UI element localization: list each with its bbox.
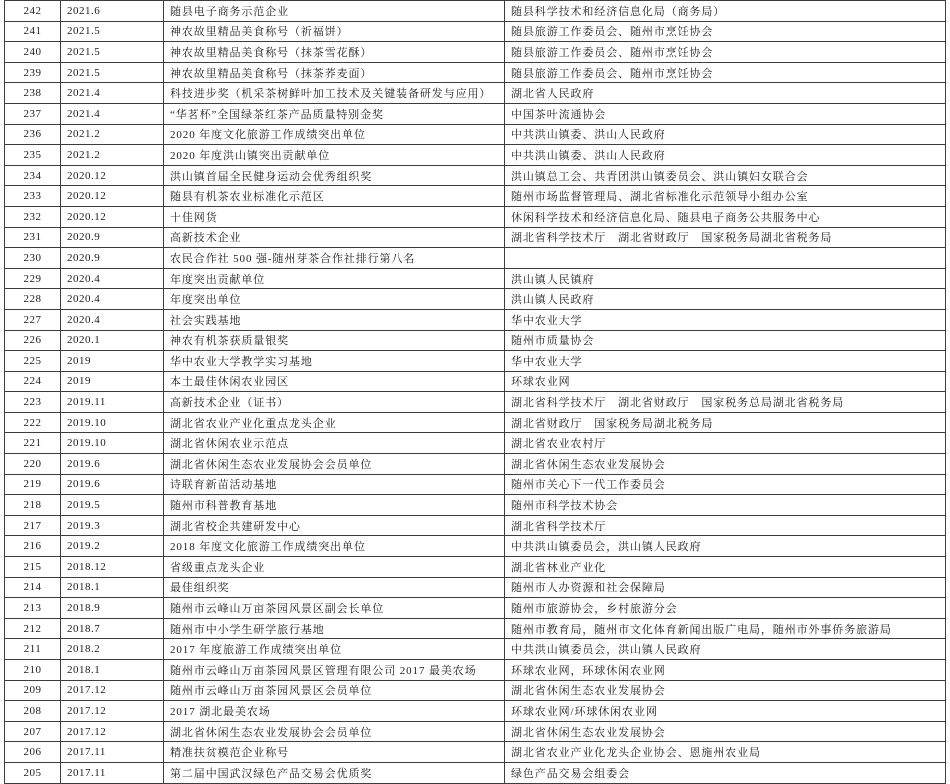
table-row (5, 639, 946, 660)
row-number-cell: 219 (5, 474, 61, 495)
date-cell: 2020.9 (61, 227, 164, 248)
row-number-cell: 217 (5, 515, 61, 536)
date-cell: 2021.4 (61, 83, 164, 104)
row-number-cell: 208 (5, 701, 61, 722)
row-number-cell: 207 (5, 721, 61, 742)
issuing-org-cell: 湖北省林业产业化 (505, 557, 946, 578)
date-cell: 2021.5 (61, 42, 164, 63)
award-name-cell: 高新技术企业（证书） (164, 392, 505, 413)
table-row (5, 412, 946, 433)
issuing-org-cell: 随县旅游工作委员会、随州市烹饪协会 (505, 21, 946, 42)
issuing-org-cell: 随州市场监督管理局、湖北省标准化示范领导小组办公室 (505, 186, 946, 207)
award-name-cell: 科技进步奖（机采茶树鲜叶加工技术及关键装备研发与应用） (164, 83, 505, 104)
award-name-cell: 洪山镇首届全民健身运动会优秀组织奖 (164, 165, 505, 186)
issuing-org-cell: 湖北省科学技术厅 (505, 515, 946, 536)
date-cell: 2017.11 (61, 742, 164, 763)
table-row (5, 495, 946, 516)
row-number-cell: 215 (5, 557, 61, 578)
table-row (5, 351, 946, 372)
award-name-cell: 最佳组织奖 (164, 577, 505, 598)
issuing-org-cell: 中共洪山镇委员会，洪山镇人民政府 (505, 536, 946, 557)
award-name-cell: 本土最佳休闲农业园区 (164, 371, 505, 392)
award-name-cell: 随州市云峰山万亩茶园风景区副会长单位 (164, 598, 505, 619)
issuing-org-cell: 中共洪山镇委、洪山人民政府 (505, 145, 946, 166)
row-number-cell: 234 (5, 165, 61, 186)
row-number-cell: 212 (5, 618, 61, 639)
table-row (5, 289, 946, 310)
table-row (5, 21, 946, 42)
row-number-cell: 232 (5, 206, 61, 227)
row-number-cell: 214 (5, 577, 61, 598)
date-cell: 2019 (61, 371, 164, 392)
table-row (5, 721, 946, 742)
date-cell: 2017.11 (61, 762, 164, 783)
awards-table (4, 0, 946, 784)
table-row (5, 474, 946, 495)
award-name-cell: 2017 年度旅游工作成绩突出单位 (164, 639, 505, 660)
date-cell: 2020.1 (61, 330, 164, 351)
date-cell: 2019.6 (61, 454, 164, 475)
table-row (5, 433, 946, 454)
date-cell: 2019.3 (61, 515, 164, 536)
award-name-cell: 社会实践基地 (164, 309, 505, 330)
award-name-cell: 湖北省校企共建研发中心 (164, 515, 505, 536)
table-row (5, 536, 946, 557)
row-number-cell: 236 (5, 124, 61, 145)
row-number-cell: 218 (5, 495, 61, 516)
row-number-cell: 235 (5, 145, 61, 166)
row-number-cell: 223 (5, 392, 61, 413)
issuing-org-cell: 华中农业大学 (505, 309, 946, 330)
row-number-cell: 231 (5, 227, 61, 248)
table-row (5, 206, 946, 227)
table-row (5, 309, 946, 330)
table-row (5, 598, 946, 619)
award-name-cell: 随县电子商务示范企业 (164, 1, 505, 22)
issuing-org-cell: 湖北省休闲生态农业发展协会 (505, 721, 946, 742)
issuing-org-cell (505, 248, 946, 269)
date-cell: 2017.12 (61, 701, 164, 722)
table-row (5, 392, 946, 413)
award-name-cell: 神农故里精品美食称号（祈福饼） (164, 21, 505, 42)
issuing-org-cell: 环球农业网，环球休闲农业网 (505, 660, 946, 681)
issuing-org-cell: 随州市教育局，随州市文化体育新闻出版广电局，随州市外事侨务旅游局 (505, 618, 946, 639)
award-name-cell: 随州市中小学生研学旅行基地 (164, 618, 505, 639)
issuing-org-cell: 中共洪山镇委员会，洪山镇人民政府 (505, 639, 946, 660)
date-cell: 2019.10 (61, 433, 164, 454)
issuing-org-cell: 随州市科学技术协会 (505, 495, 946, 516)
date-cell: 2018.2 (61, 639, 164, 660)
issuing-org-cell: 洪山镇总工会、共青团洪山镇委员会、洪山镇妇女联合会 (505, 165, 946, 186)
date-cell: 2020.4 (61, 268, 164, 289)
table-row (5, 227, 946, 248)
row-number-cell: 230 (5, 248, 61, 269)
row-number-cell: 226 (5, 330, 61, 351)
issuing-org-cell: 随县旅游工作委员会、随州市烹饪协会 (505, 62, 946, 83)
issuing-org-cell: 湖北省科学技术厅 湖北省财政厅 国家税务总局湖北省税务局 (505, 392, 946, 413)
award-name-cell: 湖北省休闲生态农业发展协会会员单位 (164, 454, 505, 475)
issuing-org-cell: 洪山镇人民政府 (505, 289, 946, 310)
table-row (5, 186, 946, 207)
table-row (5, 701, 946, 722)
issuing-org-cell: 洪山镇人民镇府 (505, 268, 946, 289)
table-row (5, 83, 946, 104)
award-name-cell: 年度突出贡献单位 (164, 268, 505, 289)
table-row (5, 165, 946, 186)
issuing-org-cell: 绿色产品交易会组委会 (505, 762, 946, 783)
issuing-org-cell: 湖北省财政厅 国家税务局湖北税务局 (505, 412, 946, 433)
awards-table-body (5, 1, 946, 784)
table-row (5, 557, 946, 578)
issuing-org-cell: 随州市关心下一代工作委员会 (505, 474, 946, 495)
award-name-cell: 农民合作社 500 强-随州芽茶合作社排行第八名 (164, 248, 505, 269)
date-cell: 2018.7 (61, 618, 164, 639)
row-number-cell: 220 (5, 454, 61, 475)
issuing-org-cell: 湖北省科学技术厅 湖北省财政厅 国家税务局湖北省税务局 (505, 227, 946, 248)
table-row (5, 1, 946, 22)
issuing-org-cell: 随县科学技术和经济信息化局（商务局） (505, 1, 946, 22)
issuing-org-cell: 湖北省休闲生态农业发展协会 (505, 454, 946, 475)
row-number-cell: 238 (5, 83, 61, 104)
award-name-cell: 随州市云峰山万亩茶园风景区管理有限公司 2017 最美农场 (164, 660, 505, 681)
issuing-org-cell: 休闲科学技术和经济信息化局、随县电子商务公共服务中心 (505, 206, 946, 227)
date-cell: 2021.2 (61, 145, 164, 166)
issuing-org-cell: 湖北省农业农村厅 (505, 433, 946, 454)
table-row (5, 268, 946, 289)
table-row (5, 103, 946, 124)
table-row (5, 371, 946, 392)
issuing-org-cell: 环球农业网 (505, 371, 946, 392)
date-cell: 2019.2 (61, 536, 164, 557)
issuing-org-cell: 随州市人办资源和社会保障局 (505, 577, 946, 598)
date-cell: 2021.5 (61, 21, 164, 42)
row-number-cell: 213 (5, 598, 61, 619)
date-cell: 2021.2 (61, 124, 164, 145)
table-row (5, 742, 946, 763)
row-number-cell: 216 (5, 536, 61, 557)
table-row (5, 762, 946, 783)
date-cell: 2018.9 (61, 598, 164, 619)
date-cell: 2020.4 (61, 309, 164, 330)
award-name-cell: 神农故里精品美食称号（抹茶荞麦面） (164, 62, 505, 83)
award-name-cell: 华中农业大学教学实习基地 (164, 351, 505, 372)
issuing-org-cell: 湖北省休闲生态农业发展协会 (505, 680, 946, 701)
date-cell: 2018.1 (61, 660, 164, 681)
table-row (5, 618, 946, 639)
row-number-cell: 206 (5, 742, 61, 763)
award-name-cell: 2020 年度洪山镇突出贡献单位 (164, 145, 505, 166)
issuing-org-cell: 华中农业大学 (505, 351, 946, 372)
date-cell: 2018.1 (61, 577, 164, 598)
row-number-cell: 205 (5, 762, 61, 783)
row-number-cell: 224 (5, 371, 61, 392)
row-number-cell: 227 (5, 309, 61, 330)
table-row (5, 680, 946, 701)
award-name-cell: 诗联育新苗活动基地 (164, 474, 505, 495)
date-cell: 2019.5 (61, 495, 164, 516)
issuing-org-cell: 随县旅游工作委员会、随州市烹饪协会 (505, 42, 946, 63)
date-cell: 2020.9 (61, 248, 164, 269)
row-number-cell: 241 (5, 21, 61, 42)
award-name-cell: 神农故里精品美食称号（抹茶雪花酥） (164, 42, 505, 63)
date-cell: 2019.11 (61, 392, 164, 413)
date-cell: 2017.12 (61, 680, 164, 701)
row-number-cell: 233 (5, 186, 61, 207)
award-name-cell: 高新技术企业 (164, 227, 505, 248)
award-name-cell: 随县有机茶农业标准化示范区 (164, 186, 505, 207)
row-number-cell: 242 (5, 1, 61, 22)
row-number-cell: 229 (5, 268, 61, 289)
date-cell: 2021.4 (61, 103, 164, 124)
award-name-cell: 湖北省休闲农业示范点 (164, 433, 505, 454)
table-row (5, 577, 946, 598)
row-number-cell: 239 (5, 62, 61, 83)
award-name-cell: 2020 年度文化旅游工作成绩突出单位 (164, 124, 505, 145)
issuing-org-cell: 湖北省人民政府 (505, 83, 946, 104)
issuing-org-cell: 中国茶叶流通协会 (505, 103, 946, 124)
issuing-org-cell: 随州市旅游协会，乡村旅游分会 (505, 598, 946, 619)
award-name-cell: 随州市科普教育基地 (164, 495, 505, 516)
award-name-cell: 2018 年度文化旅游工作成绩突出单位 (164, 536, 505, 557)
award-name-cell: 十佳网货 (164, 206, 505, 227)
table-row (5, 62, 946, 83)
table-row (5, 145, 946, 166)
issuing-org-cell: 环球农业网/环球休闲农业网 (505, 701, 946, 722)
issuing-org-cell: 随州市质量协会 (505, 330, 946, 351)
row-number-cell: 211 (5, 639, 61, 660)
award-name-cell: 神农有机茶获质量银奖 (164, 330, 505, 351)
table-row (5, 454, 946, 475)
row-number-cell: 210 (5, 660, 61, 681)
date-cell: 2019.10 (61, 412, 164, 433)
row-number-cell: 237 (5, 103, 61, 124)
date-cell: 2020.12 (61, 186, 164, 207)
table-row (5, 42, 946, 63)
award-name-cell: 2017 湖北最美农场 (164, 701, 505, 722)
award-name-cell: 湖北省休闲生态农业发展协会会员单位 (164, 721, 505, 742)
issuing-org-cell: 湖北省农业产业化龙头企业协会、恩施州农业局 (505, 742, 946, 763)
row-number-cell: 240 (5, 42, 61, 63)
award-name-cell: “华茗杯”全国绿茶红茶产品质量特别金奖 (164, 103, 505, 124)
table-row (5, 660, 946, 681)
table-row (5, 248, 946, 269)
date-cell: 2021.5 (61, 62, 164, 83)
award-name-cell: 随州市云峰山万亩茶园风景区会员单位 (164, 680, 505, 701)
table-row (5, 515, 946, 536)
table-row (5, 124, 946, 145)
date-cell: 2019 (61, 351, 164, 372)
date-cell: 2017.12 (61, 721, 164, 742)
row-number-cell: 225 (5, 351, 61, 372)
row-number-cell: 209 (5, 680, 61, 701)
award-name-cell: 精准扶贫模范企业称号 (164, 742, 505, 763)
award-name-cell: 省级重点龙头企业 (164, 557, 505, 578)
date-cell: 2019.6 (61, 474, 164, 495)
award-name-cell: 第二届中国武汉绿色产品交易会优质奖 (164, 762, 505, 783)
date-cell: 2018.12 (61, 557, 164, 578)
date-cell: 2020.4 (61, 289, 164, 310)
table-row (5, 330, 946, 351)
row-number-cell: 221 (5, 433, 61, 454)
date-cell: 2021.6 (61, 1, 164, 22)
issuing-org-cell: 中共洪山镇委、洪山人民政府 (505, 124, 946, 145)
row-number-cell: 228 (5, 289, 61, 310)
award-name-cell: 年度突出单位 (164, 289, 505, 310)
row-number-cell: 222 (5, 412, 61, 433)
award-name-cell: 湖北省农业产业化重点龙头企业 (164, 412, 505, 433)
date-cell: 2020.12 (61, 165, 164, 186)
date-cell: 2020.12 (61, 206, 164, 227)
